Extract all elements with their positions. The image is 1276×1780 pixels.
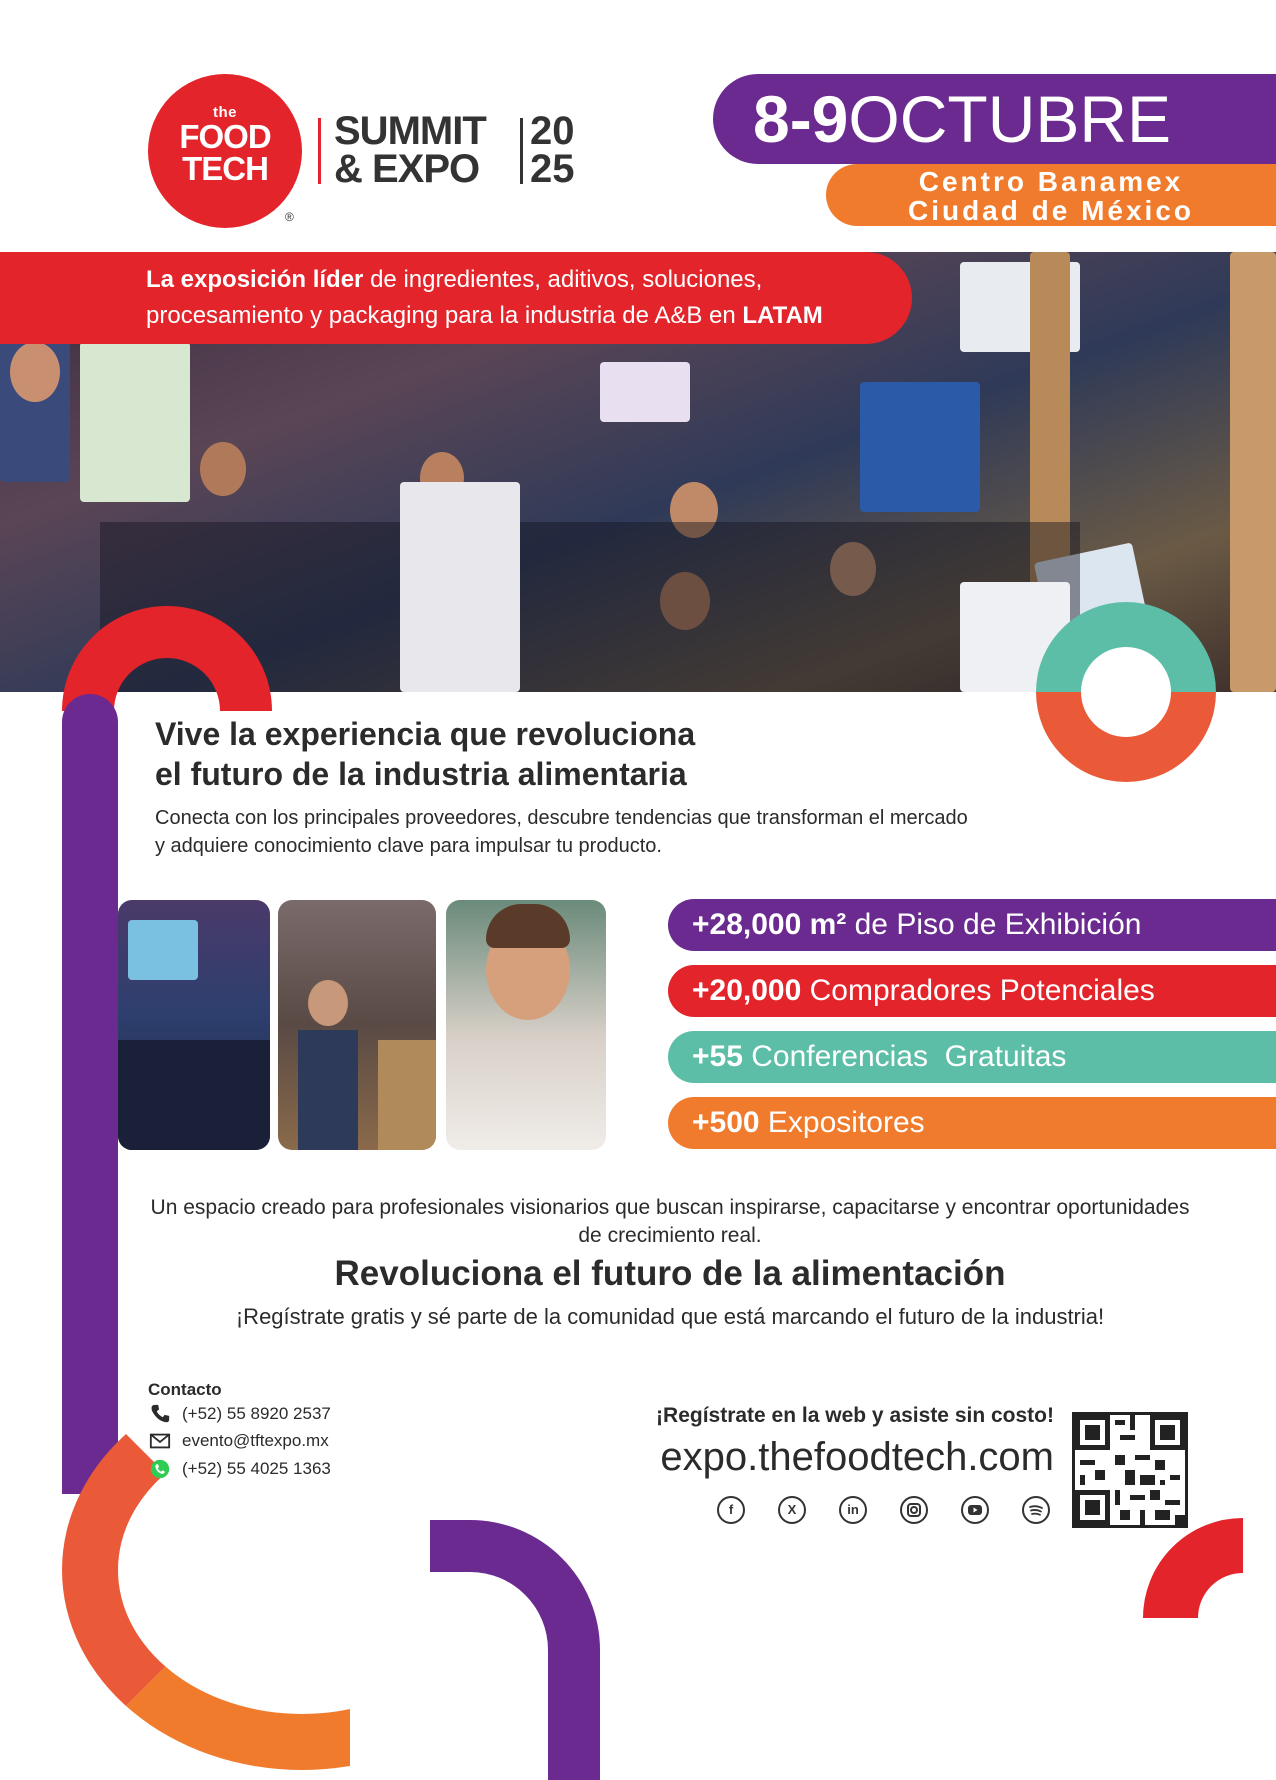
photo-shape — [860, 382, 980, 512]
intro-sub-line1: Conecta con los principales proveedores, descubre tendencias que transforman el mercado — [155, 807, 968, 829]
photo-shape — [298, 1030, 358, 1150]
closing-paragraph: Un espacio creado para profesionales visionarios que buscan inspirarse, capacitarse y encontrar oportunidades de crecimiento real. — [150, 1196, 1190, 1247]
intro-subtext — [155, 804, 1155, 860]
stat-value: +28,000 m² — [692, 908, 847, 941]
stat-exhibition-area — [668, 899, 1276, 951]
photo-shape — [486, 904, 570, 948]
x-icon[interactable]: X — [778, 1496, 806, 1524]
networking-photo — [278, 900, 436, 1150]
photo-shape — [1230, 252, 1276, 692]
contact-whatsapp[interactable] — [148, 1458, 331, 1480]
venue-banner — [826, 164, 1276, 226]
purple-arc-decoration — [430, 1520, 600, 1780]
linkedin-icon[interactable]: in — [839, 1496, 867, 1524]
phone-number: (+52) 55 8920 2537 — [182, 1404, 331, 1423]
tagline-line2 — [146, 298, 912, 334]
event-date — [753, 82, 1171, 156]
venue-line1: Centro Banamex — [918, 166, 1184, 197]
ring-hole — [1081, 647, 1171, 737]
tagline-latam: LATAM — [742, 302, 823, 329]
email-address: evento@tftexpo.mx — [182, 1431, 329, 1450]
stat-label: Conferencias Gratuitas — [742, 1040, 1067, 1073]
date-month: OCTUBRE — [848, 82, 1172, 156]
photo-shape — [128, 920, 198, 980]
conference-audience-photo — [118, 900, 270, 1150]
mail-icon — [148, 1430, 172, 1452]
logo-food: FOOD — [179, 118, 271, 155]
stat-value: +500 — [692, 1106, 760, 1139]
photo-shape — [400, 482, 520, 692]
year-line2: 25 — [530, 147, 575, 191]
stat-buyers — [668, 965, 1276, 1017]
whatsapp-number: (+52) 55 4025 1363 — [182, 1459, 331, 1478]
food-tech-logo — [148, 74, 302, 228]
photo-shape — [600, 362, 690, 422]
event-name-line1: SUMMIT — [334, 109, 486, 153]
logo-divider — [318, 118, 321, 184]
event-name-line2: & EXPO — [334, 147, 480, 191]
intro-headline-line2: el futuro de la industria alimentaria — [155, 756, 687, 792]
tagline-banner — [0, 252, 912, 344]
instagram-glyph — [902, 1498, 926, 1522]
instagram-icon[interactable] — [900, 1496, 928, 1524]
youtube-glyph — [963, 1498, 987, 1522]
stat-label: Expositores — [759, 1106, 925, 1139]
youtube-icon[interactable] — [961, 1496, 989, 1524]
whatsapp-icon — [148, 1458, 172, 1480]
stat-value: +55 — [692, 1040, 743, 1073]
logo-tech: TECH — [182, 150, 268, 187]
photo-shape — [10, 342, 60, 402]
stat-conferences — [668, 1031, 1276, 1083]
spotify-glyph — [1024, 1498, 1048, 1522]
year-divider — [520, 118, 523, 184]
facebook-icon[interactable]: f — [717, 1496, 745, 1524]
date-days: 8-9 — [753, 82, 849, 156]
tagline-line1 — [146, 262, 912, 298]
register-text: ¡Regístrate en la web y asiste sin costo! — [656, 1404, 1054, 1427]
website-link[interactable]: expo.thefoodtech.com — [660, 1435, 1054, 1479]
photo-shape — [200, 442, 246, 496]
stat-label: Compradores Potenciales — [801, 974, 1155, 1007]
stat-exhibitors — [668, 1097, 1276, 1149]
tagline-bold: La exposición líder — [146, 266, 364, 293]
purple-bar-decoration — [62, 694, 118, 1494]
tagline-rest: de ingredientes, aditivos, soluciones, — [363, 266, 763, 293]
contact-email[interactable] — [148, 1430, 329, 1452]
closing-cta: ¡Regístrate gratis y sé parte de la comunidad que está marcando el futuro de la industria! — [235, 1304, 1105, 1329]
spotify-icon[interactable] — [1022, 1496, 1050, 1524]
contact-phone[interactable] — [148, 1403, 331, 1425]
phone-icon — [148, 1403, 172, 1425]
venue-line2: Ciudad de México — [907, 195, 1195, 226]
registered-mark: ® — [285, 210, 294, 224]
event-name — [334, 109, 486, 191]
contact-title: Contacto — [148, 1380, 222, 1399]
intro-sub-line2: y adquiere conocimiento clave para impulsar tu producto. — [155, 835, 662, 857]
closing-headline: Revoluciona el futuro de la alimentación — [334, 1254, 1006, 1293]
photo-shape — [378, 1040, 436, 1150]
event-year — [530, 109, 575, 191]
tasting-visitor-photo — [446, 900, 606, 1150]
stat-label: de Piso de Exhibición — [846, 908, 1142, 941]
stat-value: +20,000 — [692, 974, 802, 1007]
photo-shape — [308, 980, 348, 1026]
intro-headline — [155, 714, 695, 794]
tagline-line2-text: procesamiento y packaging para la industria de A&B en — [146, 302, 743, 329]
photo-shape — [118, 1040, 270, 1150]
date-banner — [713, 74, 1276, 164]
year-line1: 20 — [530, 109, 575, 153]
intro-headline-line1: Vive la experiencia que revoluciona — [155, 716, 696, 752]
qr-code[interactable] — [1072, 1412, 1188, 1528]
logo-the: the — [213, 104, 237, 121]
photo-shape — [80, 342, 190, 502]
qr-pattern — [1075, 1415, 1185, 1525]
red-corner-arc-decoration — [1143, 1518, 1276, 1718]
